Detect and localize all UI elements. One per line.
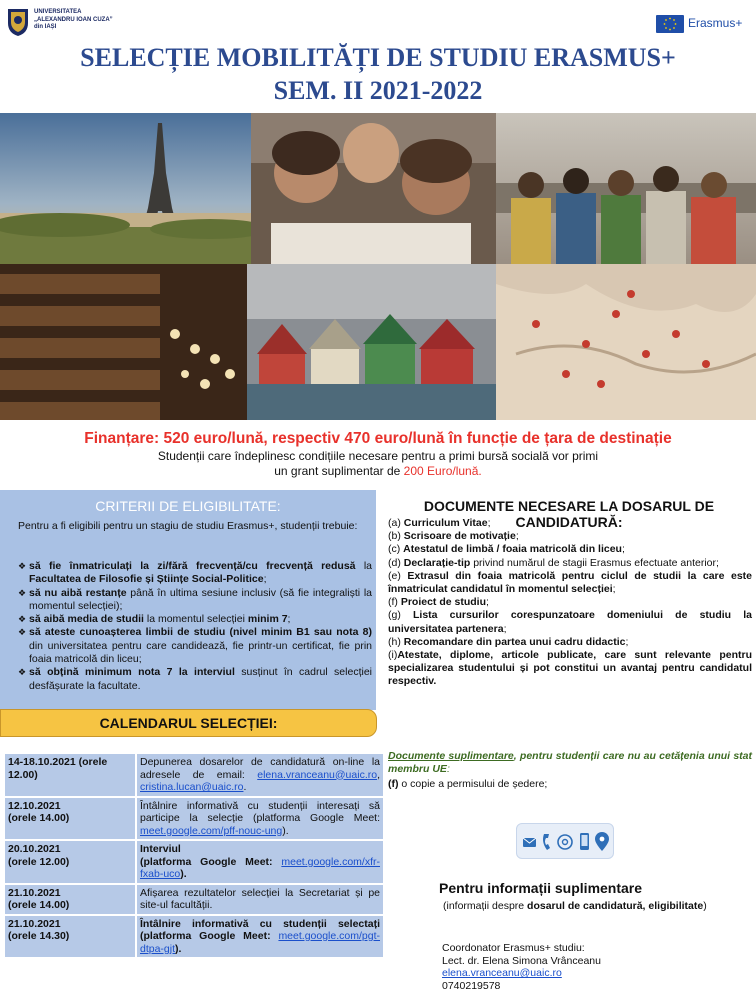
title-line-2: SEM. II 2021-2022	[273, 76, 483, 105]
table-row	[4, 797, 384, 841]
table-row	[4, 840, 384, 884]
table-row	[4, 753, 384, 797]
documents-list	[388, 517, 752, 689]
coordinator-name: Lect. dr. Elena Simona Vrânceanu	[442, 954, 601, 967]
calendar-table	[3, 752, 385, 959]
document-item: (g) Lista cursurilor corespunzatoare domeniului de studiu la universitatea partenera;	[388, 609, 752, 635]
coordinator-label: Coordonator Erasmus+ studiu:	[442, 942, 585, 954]
table-row	[4, 915, 384, 959]
document-item: (f) Proiect de studiu;	[388, 596, 489, 609]
coordinator-block	[442, 942, 601, 992]
document-item: (h) Recomandare din partea unui cadru didactic;	[388, 635, 629, 648]
contact-icons-strip	[516, 823, 614, 859]
erasmus-logo-text: Erasmus+	[688, 16, 743, 30]
info-subtitle: (informații despre dosarul de candidatură, eligibilitate)	[443, 900, 707, 912]
calendar-date: 14-18.10.2021 (orele 12.00)	[4, 753, 136, 797]
criterion-enrollment: ❖ să fie înmatriculați la zi/fără frecvență/cu frecvență redusă la Facultatea de Filosofie și Științe Social-Politice;	[18, 560, 372, 587]
calendar-banner: CALENDARUL SELECȚIEI:	[0, 709, 377, 737]
friends-view-photo	[496, 113, 756, 264]
document-item: (d) Declarație-tip privind numărul de stagii Erasmus efectuate anterior;	[388, 556, 719, 569]
paris-eiffel-photo	[0, 113, 251, 264]
document-item: (e) Extrasul din foaia matricolă pentru ciclul de studii la care este înmatriculat candidatul în momentul selecției;	[388, 569, 753, 596]
eligibility-heading: CRITERII DE ELIGIBILITATE:	[95, 498, 281, 514]
calendar-description: Afișarea rezultatelor selecției la Secretariat și pe site-ul facultății.	[136, 884, 384, 915]
info-title: Pentru informații suplimentare	[439, 880, 643, 896]
university-name: UNIVERSITATEA „ALEXANDRU IOAN CUZA” din IAȘI	[34, 9, 113, 30]
document-item: (i)Atestate, diplome, articole publicate, care sunt relevante pentru specializarea studentului și pot constitui un avantaj pentru candidatul respectiv.	[388, 649, 752, 688]
document-item: (b) Scrisoare de motivație;	[388, 530, 519, 543]
university-crest-icon	[6, 7, 30, 37]
students-classroom-photo	[251, 113, 496, 264]
title-line-1: SELECȚIE MOBILITĂȚI DE STUDIU ERASMUS+	[80, 43, 676, 72]
document-item: (c) Atestatul de limbă / foaia matricolă din liceu;	[388, 543, 625, 556]
criterion-language: ❖ să ateste cunoașterea limbii de studiu (nivel minim B1 sau nota 8) din universitatea pentru care candidează, fie printr-un certificat, fie prin foaia matricolă din liceu;	[18, 626, 372, 666]
eligibility-criteria-list	[18, 560, 372, 693]
calendar-description: Interviul (platforma Google Meet: meet.google.com/xfr-fxab-uco).	[136, 840, 384, 884]
email-link-lucan[interactable]: cristina.lucan@uaic.ro	[140, 781, 244, 793]
library-books-photo	[0, 264, 247, 420]
page-title	[0, 41, 756, 107]
supplementary-item: (f) o copie a permisului de ședere;	[388, 778, 548, 790]
funding-title: Finanțare: 520 euro/lună, respectiv 470 euro/lună în funcție de țara de destinație	[84, 430, 672, 447]
at-icon	[558, 835, 572, 849]
supplementary-note: Documente suplimentare, pentru studenții care nu au cetățenia unui stat membru UE:	[388, 750, 752, 775]
calendar-date: 21.10.2021 (orele 14.30)	[4, 915, 136, 959]
email-link-vranceanu[interactable]: elena.vranceanu@uaic.ro	[257, 768, 378, 781]
eligibility-intro: Pentru a fi eligibili pentru un stagiu de studiu Erasmus+, studenții trebuie:	[18, 520, 358, 532]
phone-icon	[543, 834, 550, 850]
grant-amount: 200 Euro/lună.	[403, 464, 482, 478]
eu-flag-icon	[656, 15, 684, 33]
coordinator-email-link[interactable]: elena.vranceanu@uaic.ro	[442, 967, 562, 979]
calendar-description: Întâlnire informativă cu studenții interesați să participe la selecție (platforma Google Meet: meet.google.com/pff-nouc-ung).	[136, 797, 384, 841]
mail-icon	[523, 838, 536, 847]
criterion-average: ❖ să aibă media de studii la momentul selecției minim 7;	[18, 613, 372, 626]
criterion-interview: ❖ să obțină minimum nota 7 la interviul susținut în cadrul selecției desfășurate la facultate.	[18, 666, 372, 693]
table-row	[4, 884, 384, 915]
location-icon	[595, 832, 609, 851]
calendar-description: Întâlnire informativă cu studenții selectați (platforma Google Meet: meet.google.com/pgt-dtpa-gjt).	[136, 915, 384, 959]
criterion-no-restante: ❖ să nu aibă restanțe până în ultima sesiune inclusiv (să fie integraliști la momentul selecției);	[18, 587, 372, 614]
europe-map-photo	[496, 264, 756, 420]
social-grant-text-2: un grant suplimentar de 200 Euro/lună.	[274, 464, 482, 478]
mobile-icon	[580, 833, 589, 850]
calendar-description: Depunerea dosarelor de candidatură on-line la adresele de email: elena.vranceanu@uaic.ro, cristina.lucan@uaic.ro.	[136, 753, 384, 797]
documents-title: DOCUMENTE NECESARE LA DOSARUL DE CANDIDATURĂ:	[423, 498, 715, 530]
meet-link-info-session[interactable]: meet.google.com/pff-nouc-ung	[140, 824, 283, 837]
calendar-date: 12.10.2021 (orele 14.00)	[4, 797, 136, 841]
header	[0, 0, 756, 112]
meet-link-interview[interactable]: meet.google.com/xfr-fxab-uco	[140, 855, 380, 880]
meet-link-selected-students[interactable]: meet.google.com/pgt-dtpa-gjt	[140, 930, 380, 955]
coordinator-phone: 0740219578	[442, 979, 501, 992]
calendar-date: 21.10.2021 (orele 14.00)	[4, 884, 136, 915]
social-grant-text: Studenții care îndeplinesc condițiile necesare pentru a primi bursă socială vor primi	[157, 449, 599, 463]
document-item: (a) Curriculum Vitae;	[388, 517, 491, 529]
calendar-date: 20.10.2021 (orele 12.00)	[4, 840, 136, 884]
colorful-houses-photo	[247, 264, 496, 420]
